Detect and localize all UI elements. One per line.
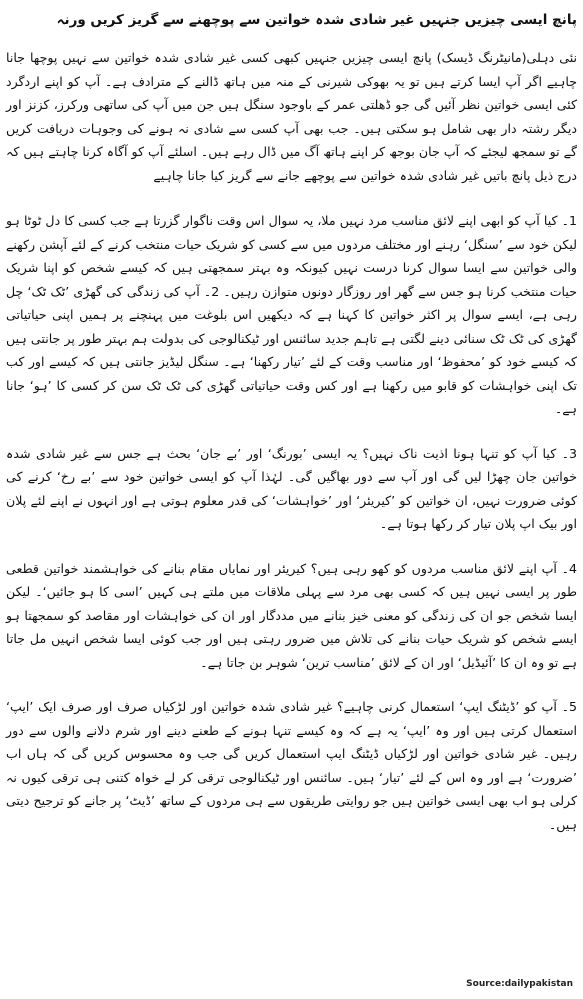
- article-headline: پانچ ایسی چیزیں جنہیں غیر شادی شدہ خواتین سے پوچھنے سے گریز کریں ورنہ: [56, 12, 577, 28]
- article-paragraph-point-3: 3۔ کیا آپ کو تنہا ہونا اذیت ناک نہیں؟ یہ ایسی ’بورنگ‘ اور ’بے جان‘ بحث ہے جس سے غیر شادی شدہ خواتین جان چھڑا لیں گی اور آپ سے دور بھاگیں گی۔ لہٰذا آپ کو ایسی خواتین خود سے ’بے رخ‘ کرنے کی کوئی ضرورت نہیں، ان خواتین کو ’کیریئر‘ اور ’خواہشات‘ کی قدر معلوم ہوتی ہے اور انہوں نے اپنے لئے پلان اور بیک اپ پلان تیار کر رکھا ہوتا ہے۔: [6, 445, 577, 531]
- article-paragraph-point-5: 5۔ آپ کو ’ڈیٹنگ ایپ‘ استعمال کرنی چاہیے؟ غیر شادی شدہ خواتین اور لڑکیاں صرف اور صرف ایک ’ایپ‘ استعمال کرتی ہیں اور وہ ’ایپ‘ یہ ہے کہ وہ کیسے تنہا ہونے کے طعنے دینے اور شرم دلانے والوں سے دور رہیں۔ غیر شادی خواتین اور لڑکیاں ڈیٹنگ ایپ استعمال کریں گی جب وہ محسوس کریں گی کہ ہاں اب ’ضرورت‘ ہے اور وہ اس کے لئے ’تیار‘ ہیں۔ سائنس اور ٹیکنالوجی ترقی کر لے خواہ کتنی ہی ترقی کیوں نہ کرلی ہو اب بھی ایسی خواتین ہیں جو روایتی طریقوں سے ہی مردوں کے ساتھ ’ڈیٹ‘ پر جانے کو ترجیح دیتی ہیں۔: [6, 699, 577, 832]
- article-paragraph-points-1-2: 1۔ کیا آپ کو ابھی اپنے لائق مناسب مرد نہیں ملا، یہ سوال اس وقت ناگوار گزرتا ہے جب کسی کا دل ٹوٹا ہو لیکن خود سے ’سنگل‘ رہنے اور مختلف مردوں میں سے کسی کو شریک حیات منتخب کرنے کے لئے آپشن رکھنے والی خواتین سے ایسا سوال کرنا درست نہیں کیونکہ وہ بہتر سمجھتی ہیں کہ کیسے شخص کو اپنا شریک حیات منتخب کرنا ہو جس سے گھر اور روزگار دونوں متوازن رہیں۔ 2۔ آپ کی زندگی کی گھڑی ’ٹک ٹک‘ چل رہی ہے، ایسے سوال پر اکثر خواتین کا کہنا ہے کہ دیکھیں اس بلوغت میں پہنچنے پر ہمیں اپنی حیاتیاتی گھڑی کی ٹک ٹک سنائی دینے لگتی ہے تاہم جدید سائنس اور ٹیکنالوجی کی بدولت ہم بہتر طور پر جانتی ہیں کہ کیسے خود کو ’محفوظ‘ اور مناسب وقت کے لئے ’تیار رکھنا‘ ہے۔ سنگل لیڈیز جانتی ہیں کہ کیسے اور کب تک اپنی خواہشات کو قابو میں رکھنا ہے اور کس وقت حیاتیاتی گھڑی کی ٹک ٹک سن کر کسی کا ’ہو‘ جانا ہے۔: [6, 213, 577, 416]
- article: [6, 8, 577, 857]
- article-intro-paragraph: نئی دہلی(مانیٹرنگ ڈیسک) پانچ ایسی چیزیں جنہیں کبھی کسی غیر شادی شدہ خواتین سے نہیں پوچھا جانا چاہیے اگر آپ ایسا کرتے ہیں تو یہ بھوکی شیرنی کے منہ میں ہاتھ ڈالنے کے مترادف ہے۔ آپ کو اپنے اردگرد کئی ایسی خواتین نظر آئیں گی جو ڈھلتی عمر کے باوجود سنگل ہیں جن میں آپ کی ساتھی ورکرز، کزنز اور دیگر رشتہ دار بھی شامل ہو سکتی ہیں۔ جب بھی آپ کسی سے شادی نہ ہونے کی وجوہات دریافت کریں گے تو سمجھ لیجئے کہ آپ جان بوجھ کر اپنے ہاتھ آگ میں ڈال رہے ہیں۔ اسلئے آپ کو آگاہ کرنا چاہتے ہیں کہ درج ذیل پانچ باتیں غیر شادی شدہ خواتین سے پوچھے جانے سے گریز کیا جانا چاہیے: [6, 50, 577, 183]
- article-paragraph-point-4: 4۔ آپ اپنے لائق مناسب مردوں کو کھو رہی ہیں؟ کیریئر اور نمایاں مقام بنانے کی خواہشمند خواتین قطعی طور پر ایسی نہیں ہیں کہ کسی بھی مرد سے پہلی ملاقات میں ملتے ہی کہیں ’اسی کا ہو جائیں‘۔ لیکن ایسا شخص جو ان کی زندگی کو معنی خیز بنانے میں مددگار اور ان کی خواہشات اور مقاصد کو سمجھتا ہو ایسے شخص کو شریک حیات بنانے کی تلاش میں ضرور رہتی ہیں اور جب کوئی ایسا شخص انہیں مل جاتا ہے تو وہ ان کا ’آئیڈیل‘ اور ان کے لائق ’مناسب ترین‘ شوہر بن جاتا ہے۔: [6, 560, 577, 670]
- source-credit: Source:dailypakistan: [466, 979, 573, 989]
